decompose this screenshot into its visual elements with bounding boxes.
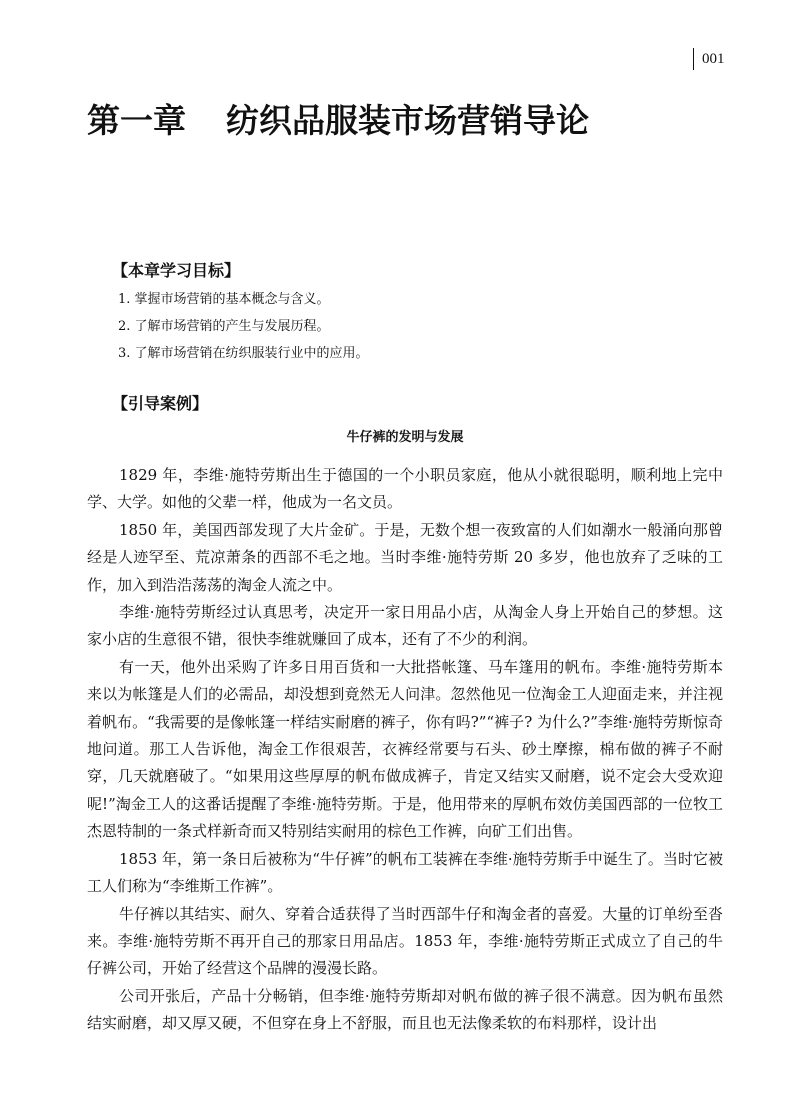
case-paragraph: 1829 年，李维·施特劳斯出生于德国的一个小职员家庭，他从小就很聪明，顺利地上完中学、大学。如他的父辈一样，他成为一名文员。 xyxy=(87,466,723,512)
page-number: 001 xyxy=(702,51,725,67)
page-header xyxy=(693,48,725,70)
objective-item: 3. 了解市场营销在纺织服装行业中的应用。 xyxy=(118,346,369,361)
case-paragraph: 牛仔裤以其结实、耐久、穿着合适获得了当时西部牛仔和淘金者的喜爱。大量的订单纷至沓来。李维·施特劳斯不再开自己的那家日用品店。1853 年，李维·施特劳斯正式成立了自己的牛仔裤公司，开始了经营这个品牌的漫漫长路。 xyxy=(87,904,723,978)
case-paragraph: 1850 年，美国西部发现了大片金矿。于是，无数个想一夜致富的人们如潮水一般涌向那曾经是人迹罕至、荒凉萧条的西部不毛之地。当时李维·施特劳斯 20 多岁，他也放弃了乏味的工作，加入到浩浩荡荡的淘金人流之中。 xyxy=(87,520,723,594)
header-divider xyxy=(693,48,694,70)
objective-item: 1. 掌握市场营销的基本概念与含义。 xyxy=(118,292,330,307)
case-body xyxy=(87,462,723,1038)
case-paragraph: 有一天，他外出采购了许多日用百货和一大批搭帐篷、马车篷用的帆布。李维·施特劳斯本来以为帐篷是人们的必需品，却没想到竟然无人问津。忽然他见一位淘金工人迎面走来，并注视着帆布。“我需要的是像帐篷一样结实耐磨的裤子，你有吗?”“裤子? 为什么?”李维·施特劳斯惊奇地问道。那工人告诉他，淘金工作很艰苦，衣裤经常要与石头、砂土摩擦，棉布做的裤子不耐穿，几天就磨破了。“如果用这些厚厚的帆布做成裤子，肯定又结实又耐磨，说不定会大受欢迎呢!”淘金工人的这番话提醒了李维·施特劳斯。于是，他用带来的厚帆布效仿美国西部的一位牧工杰恩特制的一条式样新奇而又特别结实耐用的棕色工作裤，向矿工们出售。 xyxy=(87,657,723,841)
case-paragraph: 公司开张后，产品十分畅销，但李维·施特劳斯却对帆布做的裤子很不满意。因为帆布虽然结实耐磨，却又厚又硬，不但穿在身上不舒服，而且也无法像柔软的布料那样，设计出 xyxy=(87,986,723,1033)
case-title: 牛仔裤的发明与发展 xyxy=(346,430,464,445)
case-heading: 【引导案例】 xyxy=(112,394,209,413)
objectives-heading: 【本章学习目标】 xyxy=(112,261,241,280)
case-paragraph: 1853 年，第一条日后被称为“牛仔裤”的帆布工装裤在李维·施特劳斯手中诞生了。当时它被工人们称为“李维斯工作裤”。 xyxy=(87,849,723,896)
case-paragraph: 李维·施特劳斯经过认真思考，决定开一家日用品小店，从淘金人身上开始自己的梦想。这家小店的生意很不错，很快李维就赚回了成本，还有了不少的利润。 xyxy=(87,603,723,649)
objective-item: 2. 了解市场营销的产生与发展历程。 xyxy=(118,319,330,334)
chapter-title xyxy=(87,97,589,145)
objectives-list xyxy=(118,286,369,367)
chapter-label: 第一章 xyxy=(87,101,186,140)
chapter-name: 纺织品服装市场营销导论 xyxy=(226,101,589,140)
